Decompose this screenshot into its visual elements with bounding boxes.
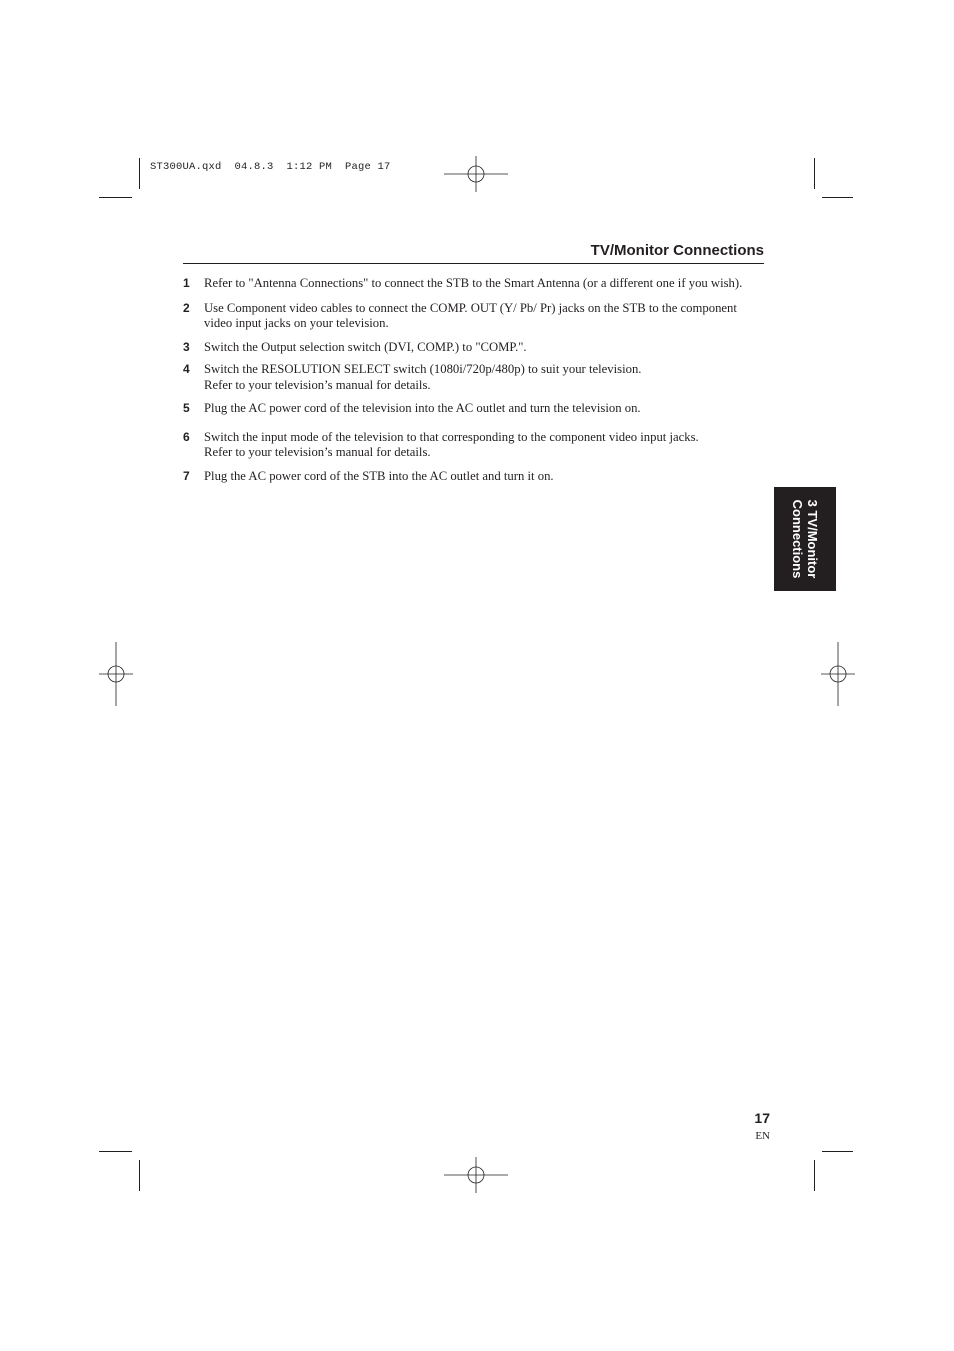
crop-mark-top-left-h: [99, 197, 132, 198]
crop-mark-bottom-left-h: [99, 1151, 132, 1152]
step-number: 6: [183, 429, 190, 444]
step-number: 2: [183, 300, 190, 315]
crop-mark-bottom-right-h: [822, 1151, 853, 1152]
step-item: [183, 276, 773, 292]
registration-mark-bottom-icon: [444, 1157, 508, 1193]
step-text: Switch the RESOLUTION SELECT switch (1080i/720p/480p) to suit your television. Refer to your television’s manual for details.: [204, 362, 642, 392]
step-item: [183, 340, 773, 356]
crop-mark-bottom-left-v: [139, 1160, 140, 1191]
crop-mark-bottom-right-v: [814, 1160, 815, 1191]
chapter-side-tab-label: 3 TV/Monitor Connections: [790, 499, 820, 579]
step-text: Use Component video cables to connect the COMP. OUT (Y/ Pb/ Pr) jacks on the STB to the component video input jacks on your television.: [204, 300, 737, 330]
step-text: Plug the AC power cord of the STB into the AC outlet and turn it on.: [204, 468, 554, 483]
step-item: [183, 401, 773, 417]
step-number: 3: [183, 339, 190, 354]
registration-mark-right-icon: [821, 642, 855, 706]
steps-list: [183, 276, 773, 484]
step-number: 5: [183, 401, 190, 415]
crop-mark-top-left-v: [139, 158, 140, 189]
page-number: 17: [754, 1110, 770, 1126]
step-item: [183, 301, 773, 332]
step-text: Switch the input mode of the television to that corresponding to the component video input jacks. Refer to your television’s manual for details.: [204, 429, 699, 459]
step-number: 4: [183, 362, 190, 376]
chapter-side-tab: [774, 487, 836, 591]
step-text: Refer to "Antenna Connections" to connect the STB to the Smart Antenna (or a different one if you wish).: [204, 276, 743, 290]
page-language: EN: [755, 1130, 770, 1142]
crop-mark-top-right-v: [814, 158, 815, 189]
step-number: 7: [183, 468, 190, 483]
step-item: [183, 362, 773, 393]
registration-mark-top-icon: [444, 156, 508, 192]
step-number: 1: [183, 276, 190, 290]
step-item: [183, 469, 773, 485]
crop-mark-top-right-h: [822, 197, 853, 198]
step-text: Switch the Output selection switch (DVI, COMP.) to "COMP.".: [204, 339, 527, 354]
step-text: Plug the AC power cord of the television into the AC outlet and turn the television on.: [204, 401, 641, 415]
file-slug: ST300UA.qxd 04.8.3 1:12 PM Page 17: [150, 161, 391, 173]
section-title: TV/Monitor Connections: [183, 242, 764, 264]
registration-mark-left-icon: [99, 642, 133, 706]
step-item: [183, 430, 773, 461]
